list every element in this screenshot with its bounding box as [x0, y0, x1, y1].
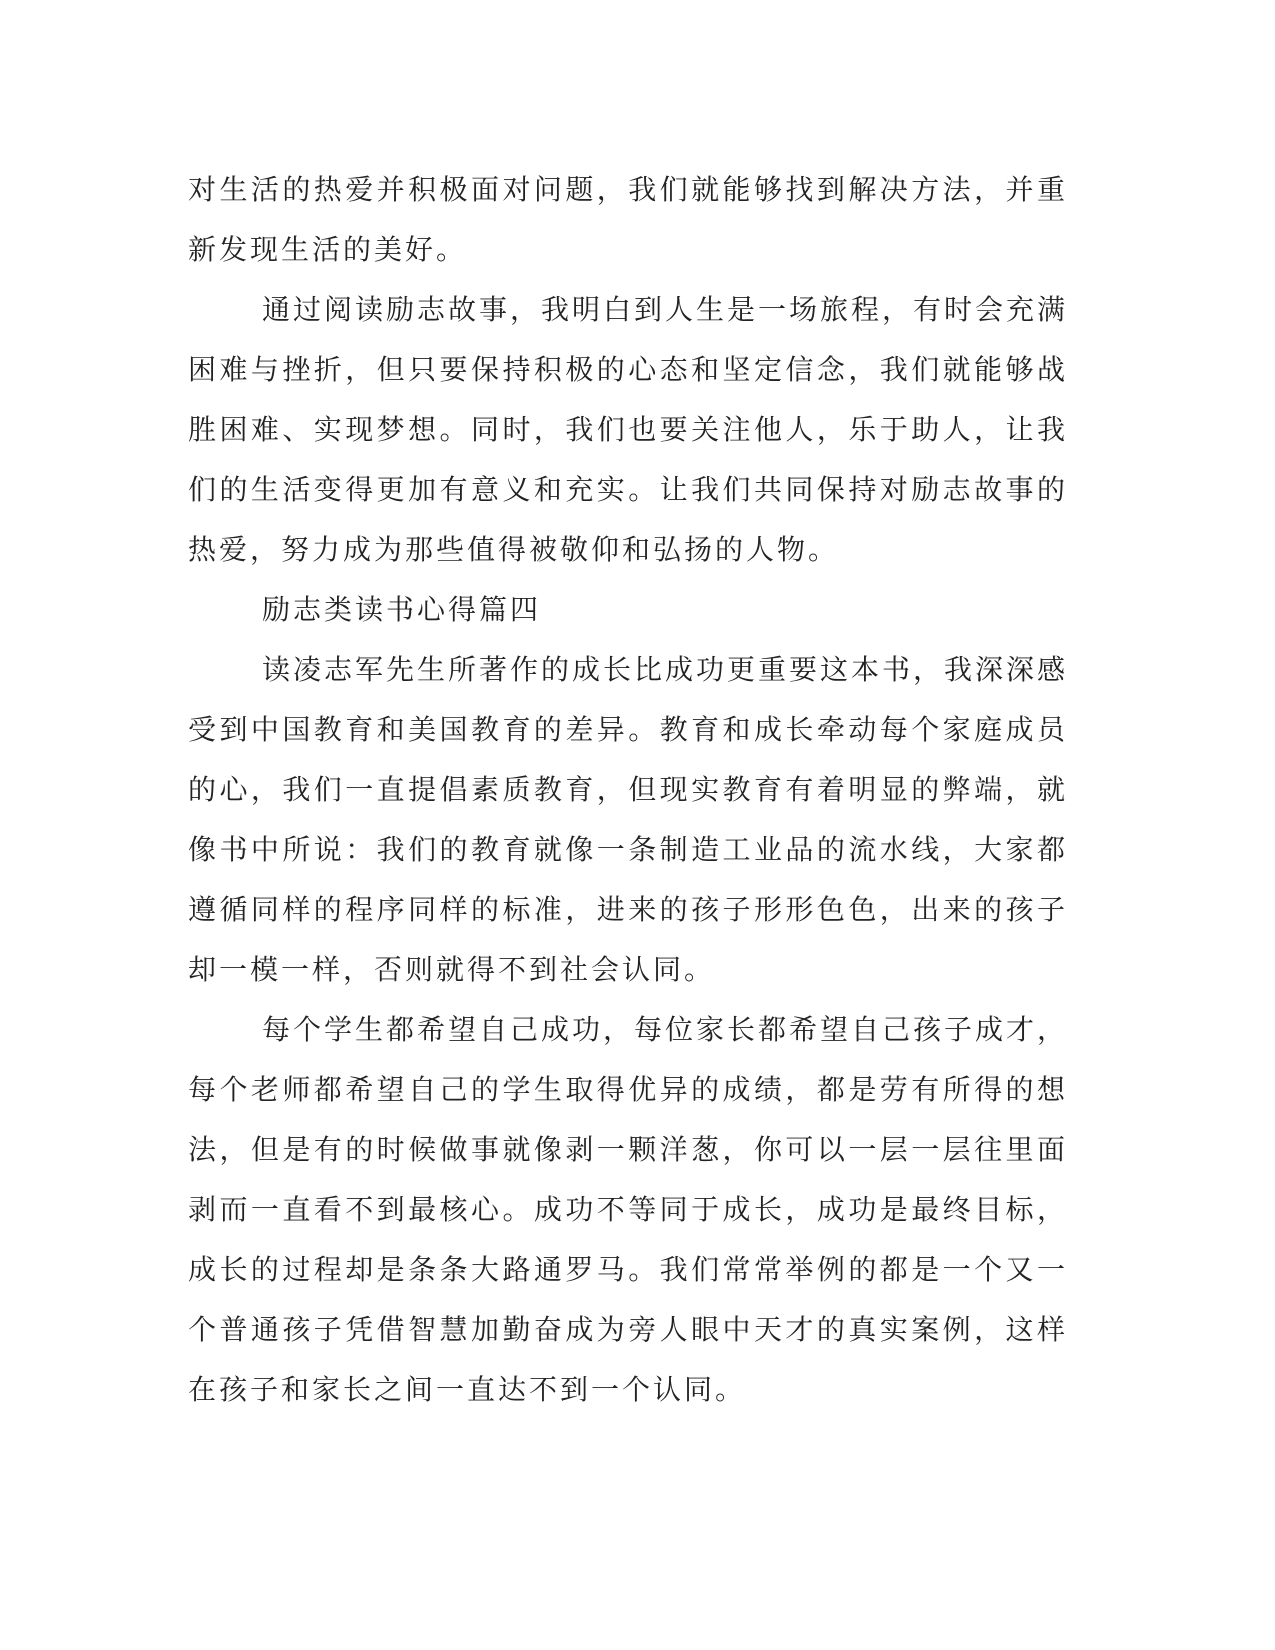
paragraph-continued: 对生活的热爱并积极面对问题，我们就能够找到解决方法，并重新发现生活的美好。 — [188, 173, 1068, 266]
paragraph-book-intro: 读凌志军先生所著作的成长比成功更重要这本书，我深深感受到中国教育和美国教育的差异。教育和成长牵动每个家庭成员的心，我们一直提倡素质教育，但现实教育有着明显的弊端，就像书中所说：我们的教育就像一条制造工业品的流水线，大家都遵循同样的程序同样的标准，进来的孩子形形色色，出来的孩子却一模一样，否则就得不到社会认同。 — [188, 653, 1069, 986]
paragraph-reading-reflection: 通过阅读励志故事，我明白到人生是一场旅程，有时会充满困难与挫折，但只要保持积极的心态和坚定信念，我们就能够战胜困难、实现梦想。同时，我们也要关注他人，乐于助人，让我们的生活变得更加有意义和充实。让我们共同保持对励志故事的热爱，努力成为那些值得被敬仰和弘扬的人物。 — [188, 293, 1069, 566]
paragraph-success-growth: 每个学生都希望自己成功，每位家长都希望自己孩子成才，每个老师都希望自己的学生取得优异的成绩，都是劳有所得的想法，但是有的时候做事就像剥一颗洋葱，你可以一层一层往里面剥而一直看不到最核心。成功不等同于成长，成功是最终目标，成长的过程却是条条大路通罗马。我们常常举例的都是一个又一个普通孩子凭借智慧加勤奋成为旁人眼中天才的真实案例，这样在孩子和家长之间一直达不到一个认同。 — [188, 1013, 1069, 1406]
section-heading: 励志类读书心得篇四 — [262, 593, 542, 626]
document-body — [188, 160, 1068, 1420]
